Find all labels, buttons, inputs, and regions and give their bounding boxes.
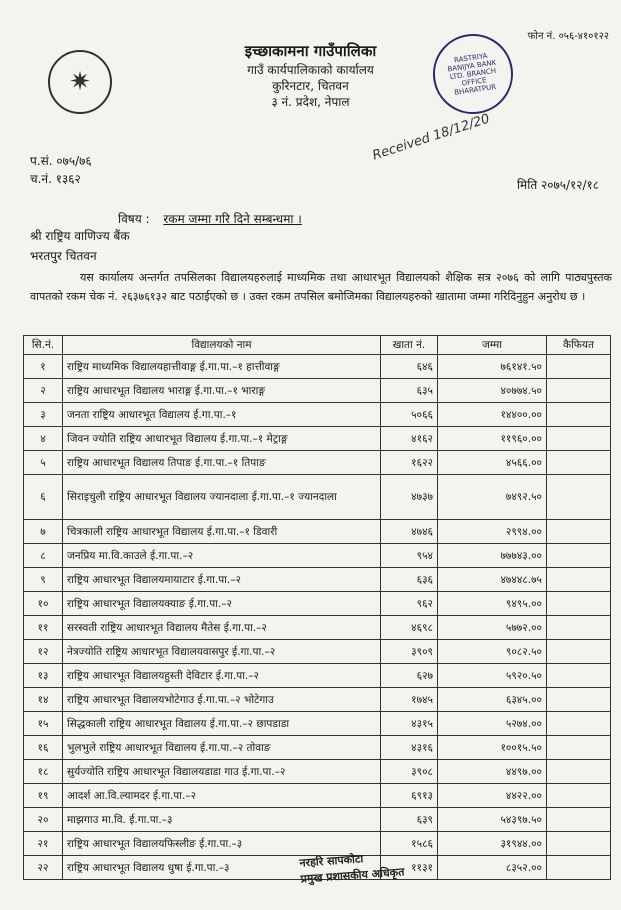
row-school-name: सिराइचुली राष्ट्रिय आधारभूत विद्यालय ज्यानदाला ई.गा.पा.–१ ज्यानदाला <box>63 475 381 520</box>
row-amount: ३१९४४.०० <box>438 832 547 856</box>
row-amount: ८३५२.०० <box>438 856 547 880</box>
row-amount: ११९६०.०० <box>438 427 547 451</box>
table-row <box>24 760 611 784</box>
row-school-name: राष्ट्रिय आधारभूत विद्यालयमायाटार ई.गा.पा.–२ <box>63 568 381 592</box>
row-amount: ९०८२.५० <box>438 640 547 664</box>
table-row <box>24 712 611 736</box>
row-sn: १२ <box>24 640 63 664</box>
row-sn: १४ <box>24 688 63 712</box>
row-account: ६३९ <box>381 808 438 832</box>
office-line-4: ३ नं. प्रदेश, नेपाल <box>271 95 350 109</box>
row-school-name: चित्रकाली राष्ट्रिय आधारभूत विद्यालय ई.गा.पा.–१ डिवारी <box>63 520 381 544</box>
office-title: इच्छाकामना गाउँपालिका <box>244 42 377 60</box>
row-school-name: सुर्यज्योति राष्ट्रिय आधारभूत विद्यालयडाडा गाउ ई.गा.पा.–२ <box>63 760 381 784</box>
header-sn: सि.नं. <box>24 336 63 355</box>
row-amount: ४४२२.०० <box>438 784 547 808</box>
row-sn: २ <box>24 379 63 403</box>
row-sn: ३ <box>24 403 63 427</box>
row-amount: ७६१४१.५० <box>438 355 547 379</box>
row-school-name: राष्ट्रिय आधारभूत विद्यालयभोटेगाउ ई.गा.पा.–२ भोटेगाउ <box>63 688 381 712</box>
row-amount: ६३४५.०० <box>438 688 547 712</box>
row-school-name: राष्ट्रिय आधारभूत विद्यालय भाराङ्ग ई.गा.पा.–१ भाराङ्ग <box>63 379 381 403</box>
row-school-name: राष्ट्रिय आधारभूत विद्यालयक्याङ ई.गा.पा.–२ <box>63 592 381 616</box>
table-row <box>24 427 611 451</box>
row-remarks <box>547 784 611 808</box>
row-sn: २२ <box>24 856 63 880</box>
recipient-line-1: श्री राष्ट्रिय वाणिज्य बैंक <box>30 229 130 243</box>
row-account: ४६९८ <box>381 616 438 640</box>
letterhead <box>0 40 621 110</box>
row-remarks <box>547 856 611 880</box>
row-sn: ६ <box>24 475 63 520</box>
recipient-line-2: भरतपुर चितवन <box>30 249 97 263</box>
row-account: ६४६ <box>381 355 438 379</box>
row-remarks <box>547 544 611 568</box>
row-account: ९६२ <box>381 592 438 616</box>
officer-name: नरहरि सापकोटा <box>299 852 364 870</box>
table-row <box>24 784 611 808</box>
row-account: ५०६६ <box>381 403 438 427</box>
row-account: ११३१ <box>381 856 438 880</box>
row-school-name: राष्ट्रिय माध्यमिक विद्यालयहात्तीवाङ्ग ई.गा.पा.–१ हात्तीवाङ्ग <box>63 355 381 379</box>
table-row <box>24 568 611 592</box>
row-sn: ७ <box>24 520 63 544</box>
row-school-name: जनता राष्ट्रिय आधारभूत विद्यालय ई.गा.पा.–१ <box>63 403 381 427</box>
header-remarks: कैफियत <box>547 336 611 355</box>
bank-seal-text: RASTRIYA BANIJYA BANK LTD. BRANCH OFFICE BHARATPUR <box>447 51 497 97</box>
row-remarks <box>547 403 611 427</box>
row-amount: ७७७४३.०० <box>438 544 547 568</box>
row-sn: ५ <box>24 451 63 475</box>
row-remarks <box>547 475 611 520</box>
row-account: १७४५ <box>381 688 438 712</box>
row-amount: ५२७४.०० <box>438 712 547 736</box>
row-remarks <box>547 688 611 712</box>
row-sn: २१ <box>24 832 63 856</box>
row-remarks <box>547 427 611 451</box>
row-remarks <box>547 568 611 592</box>
row-school-name: सिद्धकाली राष्ट्रिय आधारभूत विद्यालय ई.गा.पा.–२ छापडाडा <box>63 712 381 736</box>
table-row <box>24 403 611 427</box>
row-amount: १००१५.५० <box>438 736 547 760</box>
row-amount: १४४००.०० <box>438 403 547 427</box>
header-amount: जम्मा <box>438 336 547 355</box>
row-school-name: माझगाउ मा.वि. ई.गा.पा.–३ <box>63 808 381 832</box>
office-line-2: गाउँ कार्यपालिकाको कार्यालय <box>247 63 374 77</box>
row-sn: ८ <box>24 544 63 568</box>
table-row <box>24 355 611 379</box>
table-row <box>24 736 611 760</box>
row-remarks <box>547 592 611 616</box>
table-row <box>24 544 611 568</box>
row-account: ४७४६ <box>381 520 438 544</box>
row-account: १५८६ <box>381 832 438 856</box>
row-remarks <box>547 379 611 403</box>
row-amount: ४७४४८.७५ <box>438 568 547 592</box>
row-remarks <box>547 712 611 736</box>
row-amount: ४०७७४.५० <box>438 379 547 403</box>
subject-line <box>118 210 302 227</box>
row-amount: ७४९२.५० <box>438 475 547 520</box>
row-remarks <box>547 808 611 832</box>
phone-number: फोन नं. ०५६-४१०१२२ <box>527 31 609 42</box>
row-school-name: राष्ट्रिय आधारभूत विद्यालयहुस्ती देविटार ई.गा.पा.–२ <box>63 664 381 688</box>
row-remarks <box>547 832 611 856</box>
row-remarks <box>547 451 611 475</box>
recipient-block <box>30 226 130 266</box>
table-row <box>24 664 611 688</box>
row-sn: १६ <box>24 736 63 760</box>
row-school-name: नेत्रज्योति राष्ट्रिय आधारभूत विद्यालयवासपुर ई.गा.पा.–२ <box>63 640 381 664</box>
row-sn: १ <box>24 355 63 379</box>
row-remarks <box>547 616 611 640</box>
row-account: ६३५ <box>381 379 438 403</box>
row-amount: ५७७२.०० <box>438 616 547 640</box>
table-row <box>24 475 611 520</box>
row-sn: ९ <box>24 568 63 592</box>
row-sn: १८ <box>24 760 63 784</box>
ps-number: प.सं. ०७५/७६ <box>30 154 92 168</box>
row-sn: १५ <box>24 712 63 736</box>
office-line-3: कुरिनटार, चितवन <box>272 79 349 93</box>
row-remarks <box>547 664 611 688</box>
table-row <box>24 379 611 403</box>
row-sn: ११ <box>24 616 63 640</box>
row-remarks <box>547 760 611 784</box>
header-school-name: विद्यालयको नाम <box>63 336 381 355</box>
received-note: Received 18/12/20 <box>370 111 492 164</box>
row-sn: १० <box>24 592 63 616</box>
table-row <box>24 451 611 475</box>
row-amount: ५४३९७.५० <box>438 808 547 832</box>
table-row <box>24 592 611 616</box>
row-remarks <box>547 520 611 544</box>
row-account: १६२२ <box>381 451 438 475</box>
subject-text: रकम जम्मा गरि दिने सम्बन्धमा । <box>163 212 302 226</box>
row-account: ६३६ <box>381 568 438 592</box>
row-sn: ४ <box>24 427 63 451</box>
officer-title: प्रमुख प्रशासकीय अधिकृत <box>300 865 405 886</box>
table-row <box>24 832 611 856</box>
row-account: ६२७ <box>381 664 438 688</box>
row-remarks <box>547 736 611 760</box>
row-remarks <box>547 355 611 379</box>
row-account: ४३१५ <box>381 712 438 736</box>
header-account: खाता नं. <box>381 336 438 355</box>
row-account: ३९०९ <box>381 640 438 664</box>
nepal-emblem-icon: ✷ <box>48 50 112 114</box>
row-amount: ९४९५.०० <box>438 592 547 616</box>
table-row <box>24 520 611 544</box>
row-amount: २९९४.०० <box>438 520 547 544</box>
table-row <box>24 688 611 712</box>
officer-stamp <box>299 848 405 887</box>
table-header-row <box>24 336 611 355</box>
row-amount: ५९२०.५० <box>438 664 547 688</box>
row-school-name: भुलभुले राष्ट्रिय आधारभूत विद्यालय ई.गा.पा.–२ तोवाङ <box>63 736 381 760</box>
row-school-name: जिवन ज्योति राष्ट्रिय आधारभूत विद्यालय ई.गा.पा.–१ मेट्राङ्ग <box>63 427 381 451</box>
row-sn: १३ <box>24 664 63 688</box>
row-school-name: राष्ट्रिय आधारभूत विद्यालय धुषा ई.गा.पा.–३ <box>63 856 381 880</box>
letter-body: यस कार्यालय अन्तर्गत तपसिलका विद्यालयहरुलाई माध्यमिक तथा आधारभूत विद्यालयको शैक्षिक सत्र २०७६ को लागि पाठ्यपुस्तक वापतको रकम चेक नं. २६३७६१३२ बाट पठाईएको छ । उक्त रकम तपसिल बमोजिमका विद्यालयहरुको खातामा जम्मा गरिदिनुहुन अनुरोध छ । <box>30 271 612 303</box>
row-amount: ४४९७.०० <box>438 760 547 784</box>
table-row <box>24 808 611 832</box>
row-account: ३९०८ <box>381 760 438 784</box>
row-school-name: जनप्रिय मा.वि.काउले ई.गा.पा.–२ <box>63 544 381 568</box>
row-account: ६९१३ <box>381 784 438 808</box>
row-account: ९५४ <box>381 544 438 568</box>
school-table <box>23 335 611 880</box>
row-amount: ४५६६.०० <box>438 451 547 475</box>
row-remarks <box>547 640 611 664</box>
row-school-name: राष्ट्रिय आधारभूत विद्यालयफिस्लीङ ई.गा.पा.–३ <box>63 832 381 856</box>
row-sn: २० <box>24 808 63 832</box>
letter-date: मिति २०७५/१२/१८ <box>516 178 599 192</box>
table-row <box>24 640 611 664</box>
chalani-number: च.नं. १३६२ <box>30 172 81 186</box>
row-sn: १९ <box>24 784 63 808</box>
row-account: ४७३७ <box>381 475 438 520</box>
row-school-name: राष्ट्रिय आधारभूत विद्यालय तिपाङ ई.गा.पा.–१ तिपाङ <box>63 451 381 475</box>
reference-block <box>30 152 92 188</box>
row-school-name: सरस्वती राष्ट्रिय आधारभूत विद्यालय मैतेस ई.गा.पा.–२ <box>63 616 381 640</box>
table-row <box>24 616 611 640</box>
row-account: ४१६२ <box>381 427 438 451</box>
row-school-name: आदर्श आ.वि.ल्यामदर ई.गा.पा.–२ <box>63 784 381 808</box>
row-account: ४३१६ <box>381 736 438 760</box>
subject-label: विषय : <box>118 212 150 226</box>
